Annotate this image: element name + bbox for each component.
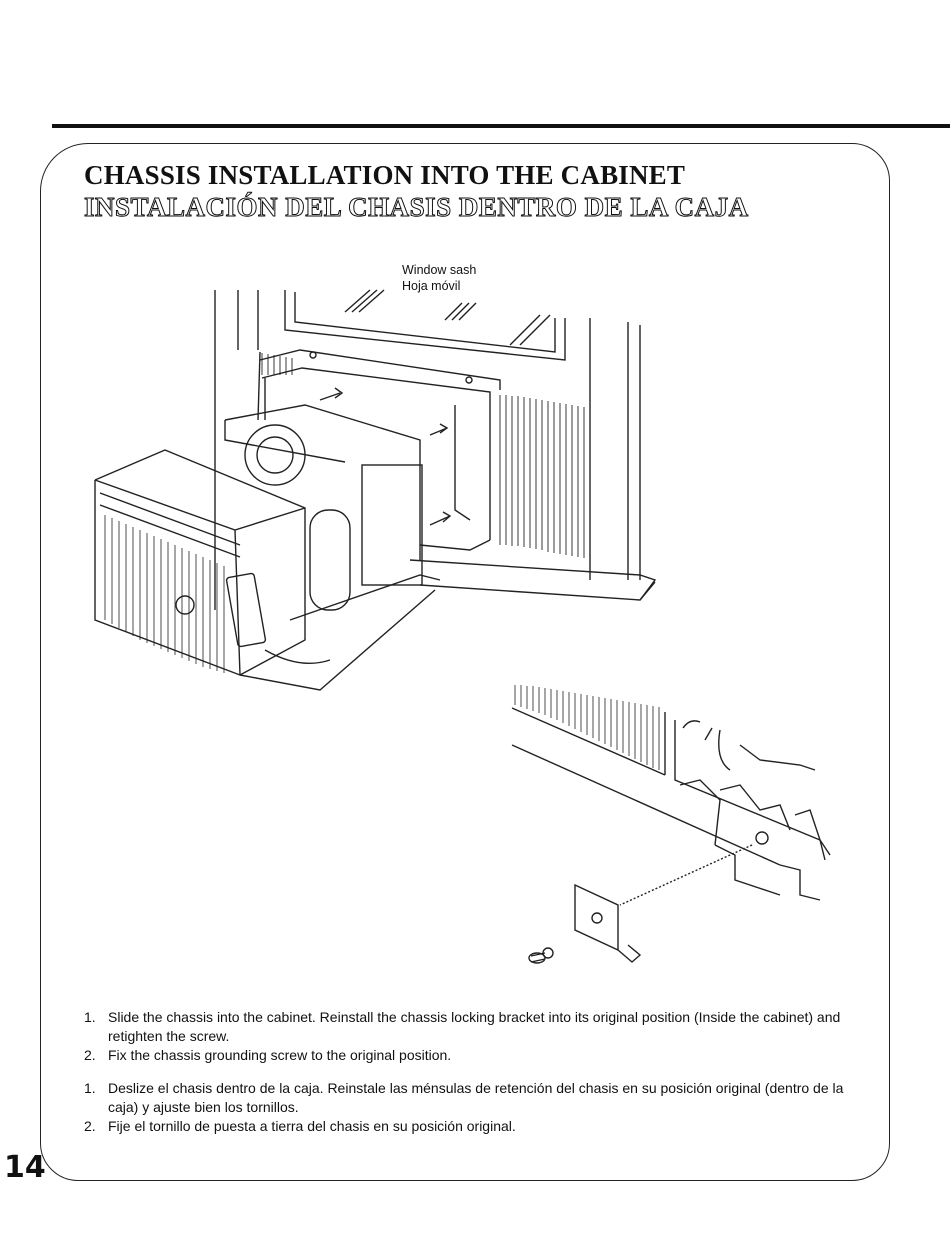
instructions-spanish [84,1079,874,1136]
callout-label-es: Hoja móvil [402,279,461,293]
step-number: 2. [84,1118,96,1134]
callout-label-en: Window sash [402,263,477,277]
list-item [84,1008,874,1046]
page-title: CHASSIS INSTALLATION INTO THE CABINET [84,160,686,190]
chassis-unit [95,405,440,690]
step-number: 2. [84,1047,96,1063]
step-number: 1. [84,1009,96,1025]
list-item [84,1046,874,1065]
step-number: 1. [84,1080,96,1096]
step-text: Deslize el chasis dentro de la caja. Reinstale las ménsulas de retención del chasis en su posición original (dentro de la caja) y ajuste bien los tornillos. [108,1080,844,1115]
step-text: Slide the chassis into the cabinet. Reinstall the chassis locking bracket into its original position (Inside the cabinet) and retighten the screw. [108,1009,841,1044]
step-text: Fije el tornillo de puesta a tierra del chasis en su posición original. [108,1118,516,1134]
detail-inset [512,685,830,963]
step-text: Fix the chassis grounding screw to the original position. [108,1047,452,1063]
page-number: 14 [4,1150,46,1185]
instructions-english [84,1008,874,1065]
list-item [84,1117,874,1136]
list-item [84,1079,874,1117]
grounding-screw-icon [529,948,553,963]
cabinet [258,350,584,558]
page-title-spanish: INSTALACIÓN DEL CHASIS DENTRO DE LA CAJA [84,192,749,222]
